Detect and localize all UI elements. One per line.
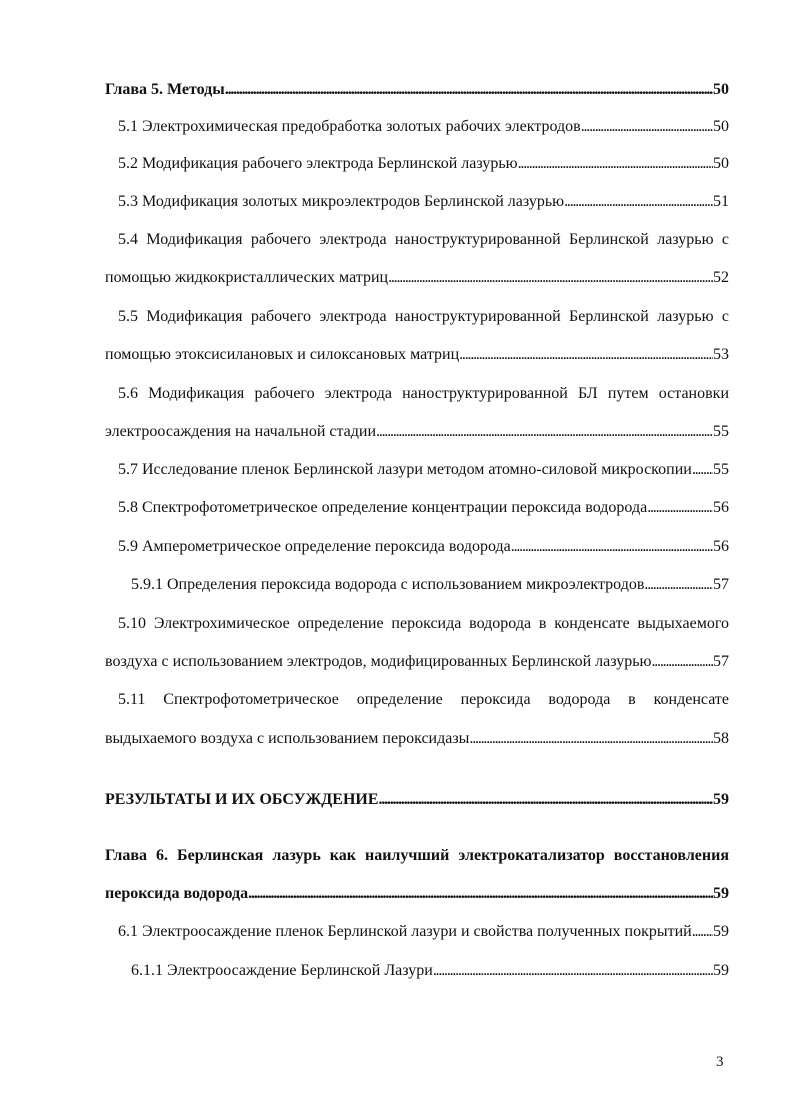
toc-title: 5.2 Модификация рабочего электрода Берлинской лазурью	[118, 155, 518, 172]
toc-title: 5.3 Модификация золотых микроэлектродов Берлинской лазурью	[118, 193, 565, 210]
toc-page-number: 55	[713, 461, 729, 478]
toc-title: 5.9 Амперометрическое определение пероксида водорода	[118, 538, 511, 555]
toc-entry-5-6-line2[interactable]	[105, 422, 729, 442]
toc-title: помощью этоксисилановых и силоксановых матриц	[105, 346, 460, 363]
page-number: 3	[716, 1054, 724, 1070]
toc-title: электроосаждения на начальной стадии	[105, 423, 377, 440]
toc-page-number: 52	[713, 269, 729, 286]
toc-title: пероксида водорода	[105, 885, 249, 902]
toc-entry-5-10-line1[interactable]: 5.10 Электрохимическое определение пероксида водорода в конденсате выдыхаемого	[118, 615, 729, 632]
toc-title: Глава 5. Методы	[105, 81, 225, 98]
toc-entry-5-6-line1[interactable]: 5.6 Модификация рабочего электрода наноструктурированной БЛ путем остановки	[118, 385, 729, 402]
toc-page-number: 59	[713, 791, 729, 808]
toc-page-number: 56	[713, 538, 729, 555]
toc-title: 6.1 Электроосаждение пленок Берлинской лазури и свойства полученных покрытий	[118, 923, 692, 940]
toc-entry-5-10-line2[interactable]	[105, 652, 729, 672]
toc-entry-5-11-line2[interactable]	[105, 729, 729, 749]
toc-page-number: 50	[713, 81, 729, 98]
toc-entry-5-9-1[interactable]	[131, 575, 729, 595]
toc-entry-5-4-line1[interactable]: 5.4 Модификация рабочего электрода наноструктурированной Берлинской лазурью с	[118, 231, 729, 248]
toc-title: 5.1 Электрохимическая предобработка золотых рабочих электродов	[118, 118, 581, 135]
toc-page-number: 59	[713, 923, 729, 940]
toc-page-number: 53	[713, 346, 729, 363]
toc-title: 5.9.1 Определения пероксида водорода с использованием микроэлектродов	[131, 576, 645, 593]
toc-entry-results[interactable]	[105, 790, 729, 810]
toc-page-number: 59	[713, 962, 729, 979]
toc-entry-5-2[interactable]	[118, 154, 729, 174]
toc-page-number: 55	[713, 423, 729, 440]
toc-title: 5.7 Исследование пленок Берлинской лазури методом атомно-силовой микроскопии	[118, 461, 692, 478]
toc-page-number: 57	[713, 653, 729, 670]
toc-page-number: 58	[713, 730, 729, 747]
toc-entry-5-8[interactable]	[118, 498, 729, 518]
toc-title: РЕЗУЛЬТАТЫ И ИХ ОБСУЖДЕНИЕ	[105, 791, 379, 808]
toc-entry-5-4-line2[interactable]	[105, 268, 729, 288]
toc-title: 5.8 Спектрофотометрическое определение концентрации пероксида водорода	[118, 499, 648, 516]
toc-entry-chapter-6-line2[interactable]	[105, 884, 729, 904]
toc-entry-5-3[interactable]	[118, 192, 729, 212]
toc-entry-6-1-1[interactable]	[131, 961, 729, 981]
toc-entry-chapter-6-line1[interactable]: Глава 6. Берлинская лазурь как наилучший электрокатализатор восстановления	[105, 847, 729, 864]
toc-page-number: 50	[713, 118, 729, 135]
toc-entry-5-5-line2[interactable]	[105, 345, 729, 365]
toc-entry-chapter-5[interactable]	[105, 80, 729, 100]
toc-entry-5-9[interactable]	[118, 537, 729, 557]
toc-entry-5-7[interactable]	[118, 460, 729, 480]
toc-title: помощью жидкокристаллических матриц	[105, 269, 389, 286]
toc-entry-5-5-line1[interactable]: 5.5 Модификация рабочего электрода наноструктурированной Берлинской лазурью с	[118, 308, 729, 325]
toc-page-number: 50	[713, 155, 729, 172]
toc-page-number: 51	[713, 193, 729, 210]
toc-page-number: 59	[713, 885, 729, 902]
toc-entry-6-1[interactable]	[118, 922, 729, 942]
toc-title: выдыхаемого воздуха с использованием пероксидазы	[105, 730, 470, 747]
toc-page-number: 56	[713, 499, 729, 516]
toc-title: 6.1.1 Электроосаждение Берлинской Лазури	[131, 962, 433, 979]
toc-page-number: 57	[713, 576, 729, 593]
toc-entry-5-1[interactable]	[118, 117, 729, 137]
toc-entry-5-11-line1[interactable]: 5.11 Спектрофотометрическое определение пероксида водорода в конденсате	[118, 691, 729, 708]
toc-title: воздуха с использованием электродов, модифицированных Берлинской лазурью	[105, 653, 652, 670]
